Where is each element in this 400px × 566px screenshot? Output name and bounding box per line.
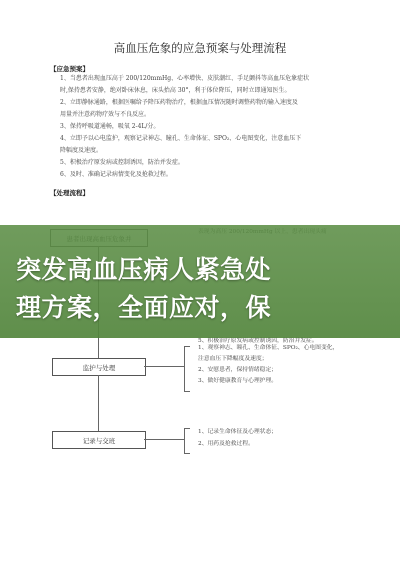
flow-box3-item: 2、用药及抢救过程。 bbox=[198, 441, 254, 447]
flow-mid-item: 5、积极治疗原发病或控制诱因，防治并发症。 bbox=[198, 338, 318, 344]
flow-connector bbox=[144, 366, 184, 367]
flow-box2-item: 2、安慰患者，保持情绪稳定； bbox=[198, 367, 278, 373]
headline-line-1: 突发高血压病人紧急处 bbox=[16, 255, 272, 284]
document-title: 高血压危象的应急预案与处理流程 bbox=[113, 41, 287, 55]
flow-box3-item: 1、记录生命体征及心理状态； bbox=[198, 429, 278, 435]
flow-box2-item: 3、做好健康教育与心理护理。 bbox=[198, 378, 278, 384]
flow-connector bbox=[144, 439, 184, 440]
flow-brace bbox=[184, 428, 190, 454]
section-heading-emergency-plan: 【应急预案】 bbox=[50, 65, 89, 73]
plan-item-line: 1、当患者出现血压高于 200/120mmHg、心率增快、皮肤潮红、手足颤抖等高血压危象症状 bbox=[60, 75, 310, 82]
plan-item-line: 时,保持患者安静，绝对卧床休息，床头抬高 30°，利于体位降压，同时立即通知医生。 bbox=[60, 87, 291, 94]
flow-box2-item: 注意血压下降幅度及速度； bbox=[198, 356, 268, 362]
headline-line-2: 理方案，全面应对，保 bbox=[16, 293, 272, 322]
flow-brace bbox=[184, 346, 190, 392]
plan-item-line: 用量并注意药物疗效与不良反应。 bbox=[60, 111, 151, 118]
plan-item-line: 4、立即予以心电监护，观察记录神志、瞳孔、生命体征、SPO₂、心电图变化，注意血压下 bbox=[60, 135, 302, 142]
flow-box-monitor: 监护与处理 bbox=[52, 358, 146, 376]
flow-box2-item: 1、观察神志、瞳孔、生命体征、SPO₂、心电图变化， bbox=[198, 345, 339, 351]
plan-item-line: 3、保持呼吸道通畅，吸氧 2-4L/分。 bbox=[60, 123, 160, 130]
headline-banner-text bbox=[16, 251, 396, 327]
flow-connector bbox=[98, 375, 99, 431]
flow-box-record: 记录与交班 bbox=[52, 431, 146, 449]
plan-item-line: 5、积极治疗原发病或控制诱因，防治并发症。 bbox=[60, 159, 184, 166]
plan-item-line: 6、及时、准确记录病情变化及抢救过程。 bbox=[60, 171, 172, 178]
section-heading-process-flow: 【处理流程】 bbox=[50, 189, 89, 197]
plan-item-line: 2、立即静脉通路，根据医嘱给予降压药物治疗，根据血压情况随时调整药物的输入速度及 bbox=[60, 99, 298, 106]
plan-item-line: 降幅度及速度。 bbox=[60, 147, 103, 154]
